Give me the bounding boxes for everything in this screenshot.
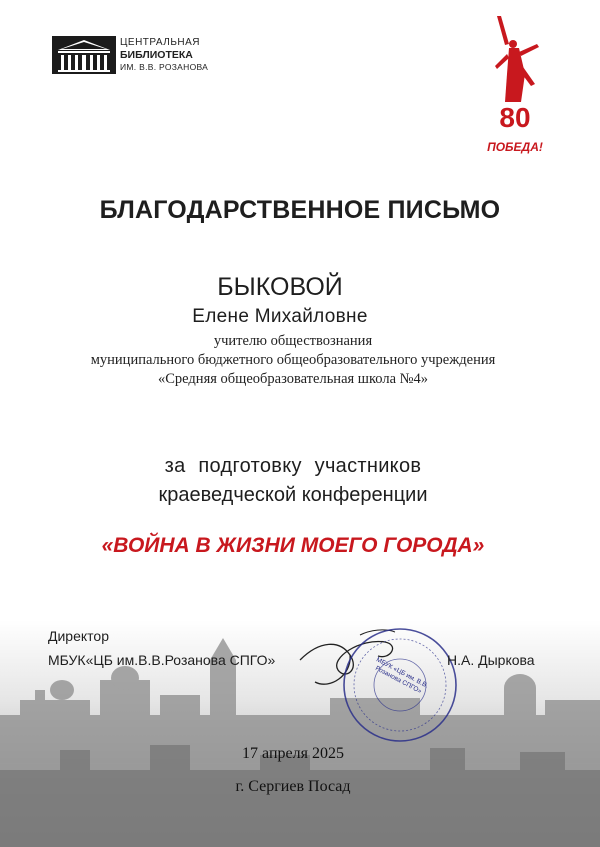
reason-line: за подготовку участников — [164, 455, 422, 477]
position-line: муниципального бюджетного общеобразовательного учреждения — [90, 352, 496, 368]
library-name-line2: БИБЛИОТЕКА — [120, 49, 193, 61]
recipient-surname: БЫКОВОЙ — [217, 273, 343, 301]
library-name-line1: ЦЕНТРАЛЬНАЯ — [120, 37, 201, 48]
reason-line: краеведческой конференции — [158, 484, 428, 506]
signer-name: Н.А. Дыркова — [447, 652, 535, 668]
signer-role: Директор — [48, 628, 109, 644]
position-line: «Средняя общеобразовательная школа №4» — [158, 371, 428, 387]
signer-organization: МБУК«ЦБ им.В.В.Розанова СПГО» — [48, 652, 276, 668]
recipient-name: Елене Михайловне — [192, 306, 368, 327]
victory-number: 80 — [499, 102, 531, 133]
library-name-line3: ИМ. В.В. РОЗАНОВА — [120, 62, 209, 72]
official-stamp — [340, 625, 460, 745]
conference-title: «ВОЙНА В ЖИЗНИ МОЕГО ГОРОДА» — [101, 534, 485, 557]
document-date: 17 апреля 2025 — [242, 745, 344, 762]
stamp-text: МБУК «ЦБ им. В.В. Розанова СПГО» — [374, 656, 430, 696]
document-title: БЛАГОДАРСТВЕННОЕ ПИСЬМО — [99, 196, 501, 224]
victory-80-emblem — [475, 14, 555, 156]
motherland-statue-icon — [475, 14, 555, 109]
library-logo — [52, 36, 212, 76]
library-building-icon — [52, 36, 116, 74]
library-name — [120, 37, 208, 73]
position-line: учителю обществознания — [213, 333, 373, 349]
document-city: г. Сергиев Посад — [235, 778, 351, 795]
victory-word: ПОБЕДА! — [487, 140, 543, 154]
